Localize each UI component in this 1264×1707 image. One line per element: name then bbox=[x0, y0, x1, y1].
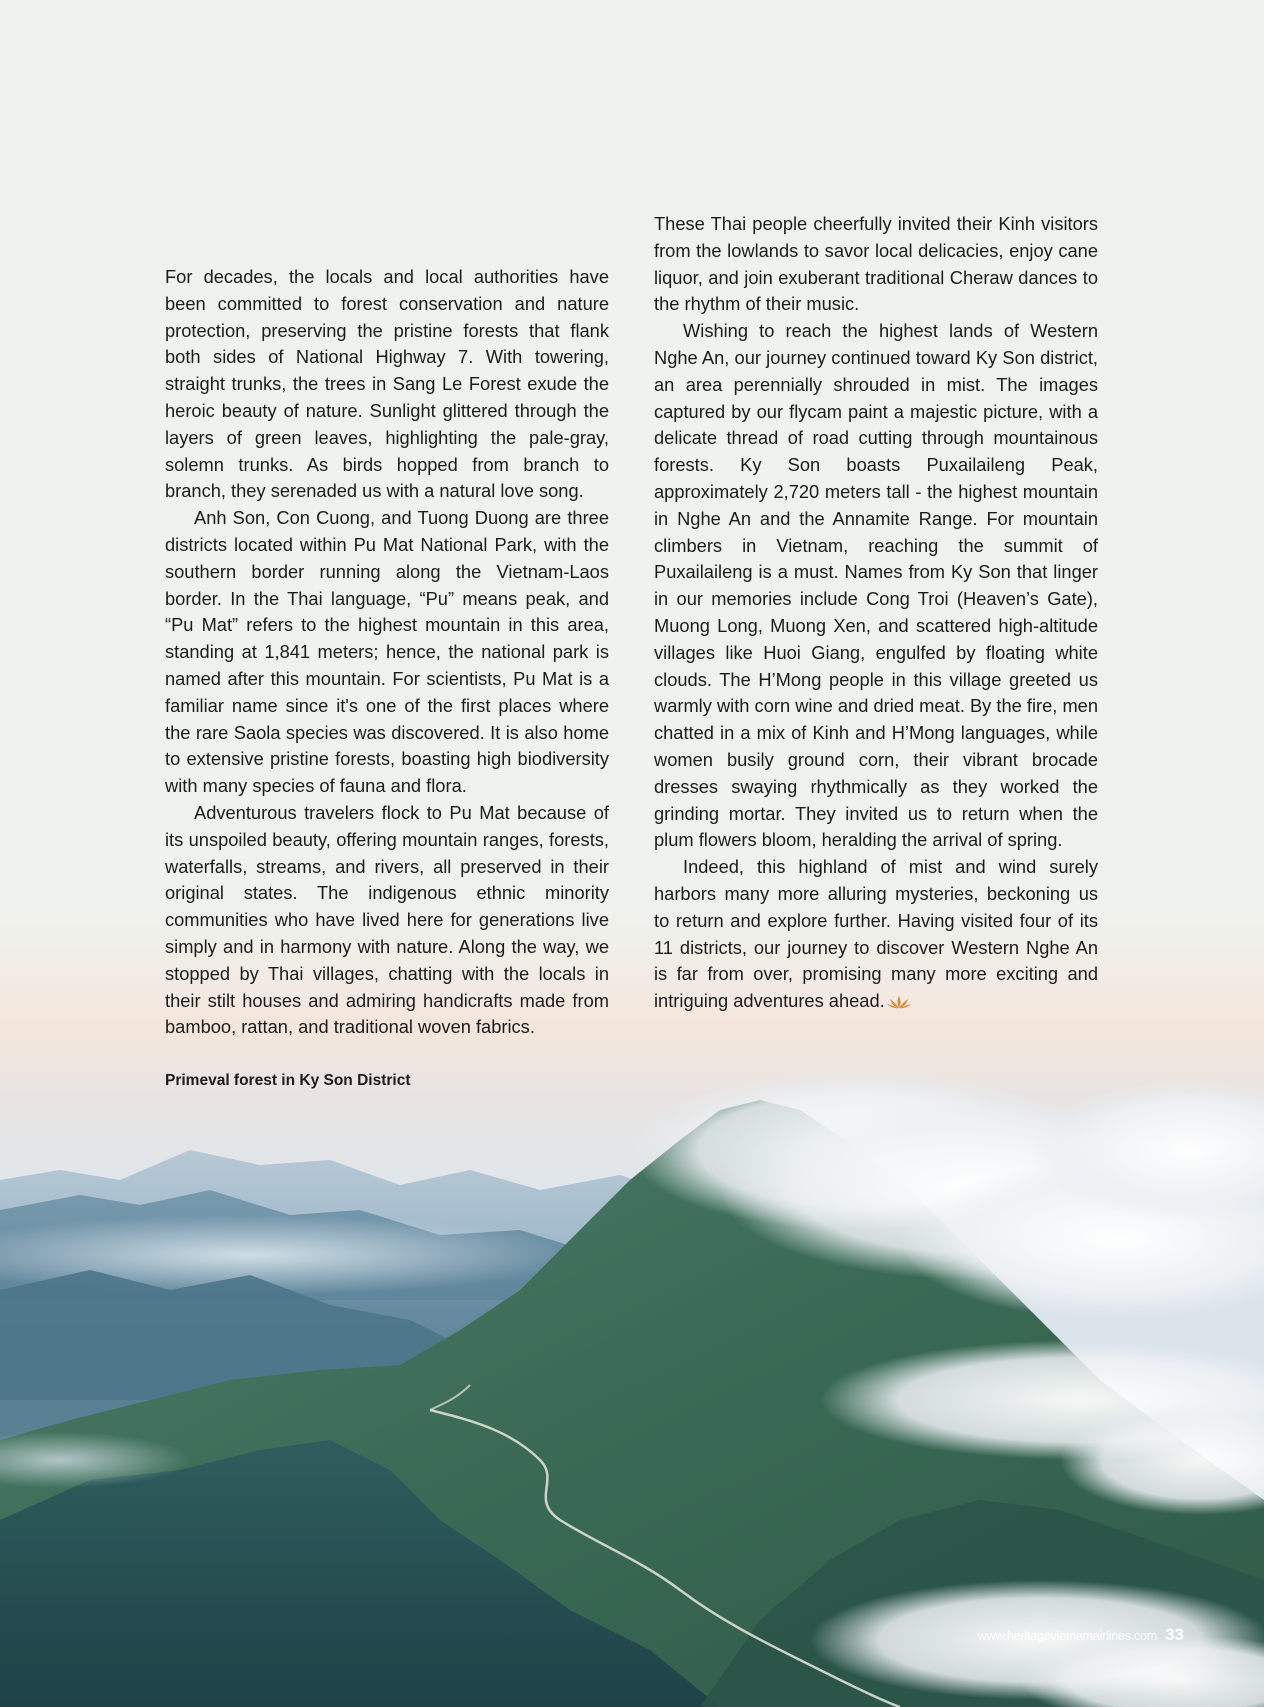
paragraph-ky-son-district: Wishing to reach the highest lands of Western Nghe An, our journey continued toward Ky Son district, an area perennially shrouded in mist. The images captured by our flycam paint a majestic picture, with a delicate thread of road cutting through mountainous forests. Ky Son boasts Puxailaileng Peak, approximately 2,720 meters tall - the highest mountain in Nghe An and the Annamite Range. For mountain climbers in Vietnam, reaching the summit of Puxailaileng is a must. Names from Ky Son that linger in our memories include Cong Troi (Heaven’s Gate), Muong Long, Muong Xen, and scattered high-altitude villages like Huoi Giang, engulfed by floating white clouds. The H’Mong people in this village greeted us warmly with corn wine and dried meat. By the fire, men chatted in a mix of Kinh and H’Mong languages, while women busily ground corn, their vibrant brocade dresses swaying rhythmically as they worked the grinding mortar. They invited us to return when the plum flowers bloom, heralding the arrival of spring. bbox=[654, 320, 1099, 851]
photo-caption: Primeval forest in Ky Son District bbox=[165, 1072, 411, 1089]
paragraph-conclusion bbox=[654, 854, 1098, 1015]
conclusion-text: Indeed, this highland of mist and wind surely harbors many more alluring mysteries, beckoning us to return and explore further. Having visited four of its 11 districts, our journey to discover Western Nghe An is far from over, promising many more exciting and intriguing adventures ahead. bbox=[654, 856, 1098, 1012]
lotus-icon bbox=[887, 995, 911, 1009]
page-number: 33 bbox=[1165, 1625, 1184, 1644]
article-left-column bbox=[165, 264, 609, 1041]
paragraph-adventurous-travelers: Adventurous travelers flock to Pu Mat because of its unspoiled beauty, offering mountain ranges, forests, waterfalls, streams, and rivers, all preserved in their original states. The indigenous ethnic minority communities who have lived here for generations live simply and in harmony with nature. Along the way, we stopped by Thai villages, chatting with the locals in their stilt houses and admiring handicrafts made from bamboo, rattan, and traditional woven fabrics. bbox=[165, 801, 609, 1038]
article-right-column bbox=[654, 211, 1098, 1015]
website-url[interactable]: www.heritagevietnamairlines.com bbox=[977, 1629, 1158, 1643]
paragraph-thai-hospitality: These Thai people cheerfully invited their Kinh visitors from the lowlands to savor local delicacies, enjoy cane liquor, and join exuberant traditional Cheraw dances to the rhythm of their music. bbox=[654, 213, 1098, 315]
paragraph-pu-mat-national-park: Anh Son, Con Cuong, and Tuong Duong are three districts located within Pu Mat National Park, with the southern border running along the Vietnam-Laos border. In the Thai language, “Pu” means peak, and “Pu Mat” refers to the highest mountain in this area, standing at 1,841 meters; hence, the national park is named after this mountain. For scientists, Pu Mat is a familiar name since it's one of the first places where the rare Saola species was discovered. It is also home to extensive pristine forests, boasting high biodiversity with many species of fauna and flora. bbox=[165, 507, 609, 797]
page-footer bbox=[978, 1625, 1184, 1645]
paragraph-forest-conservation: For decades, the locals and local authorities have been committed to forest conservation and nature protection, preserving the pristine forests that flank both sides of National Highway 7. With towering, straight trunks, the trees in Sang Le Forest exude the heroic beauty of nature. Sunlight glittered through the layers of green leaves, highlighting the pale-gray, solemn trunks. As birds hopped from branch to branch, they serenaded us with a natural love song. bbox=[165, 266, 609, 502]
